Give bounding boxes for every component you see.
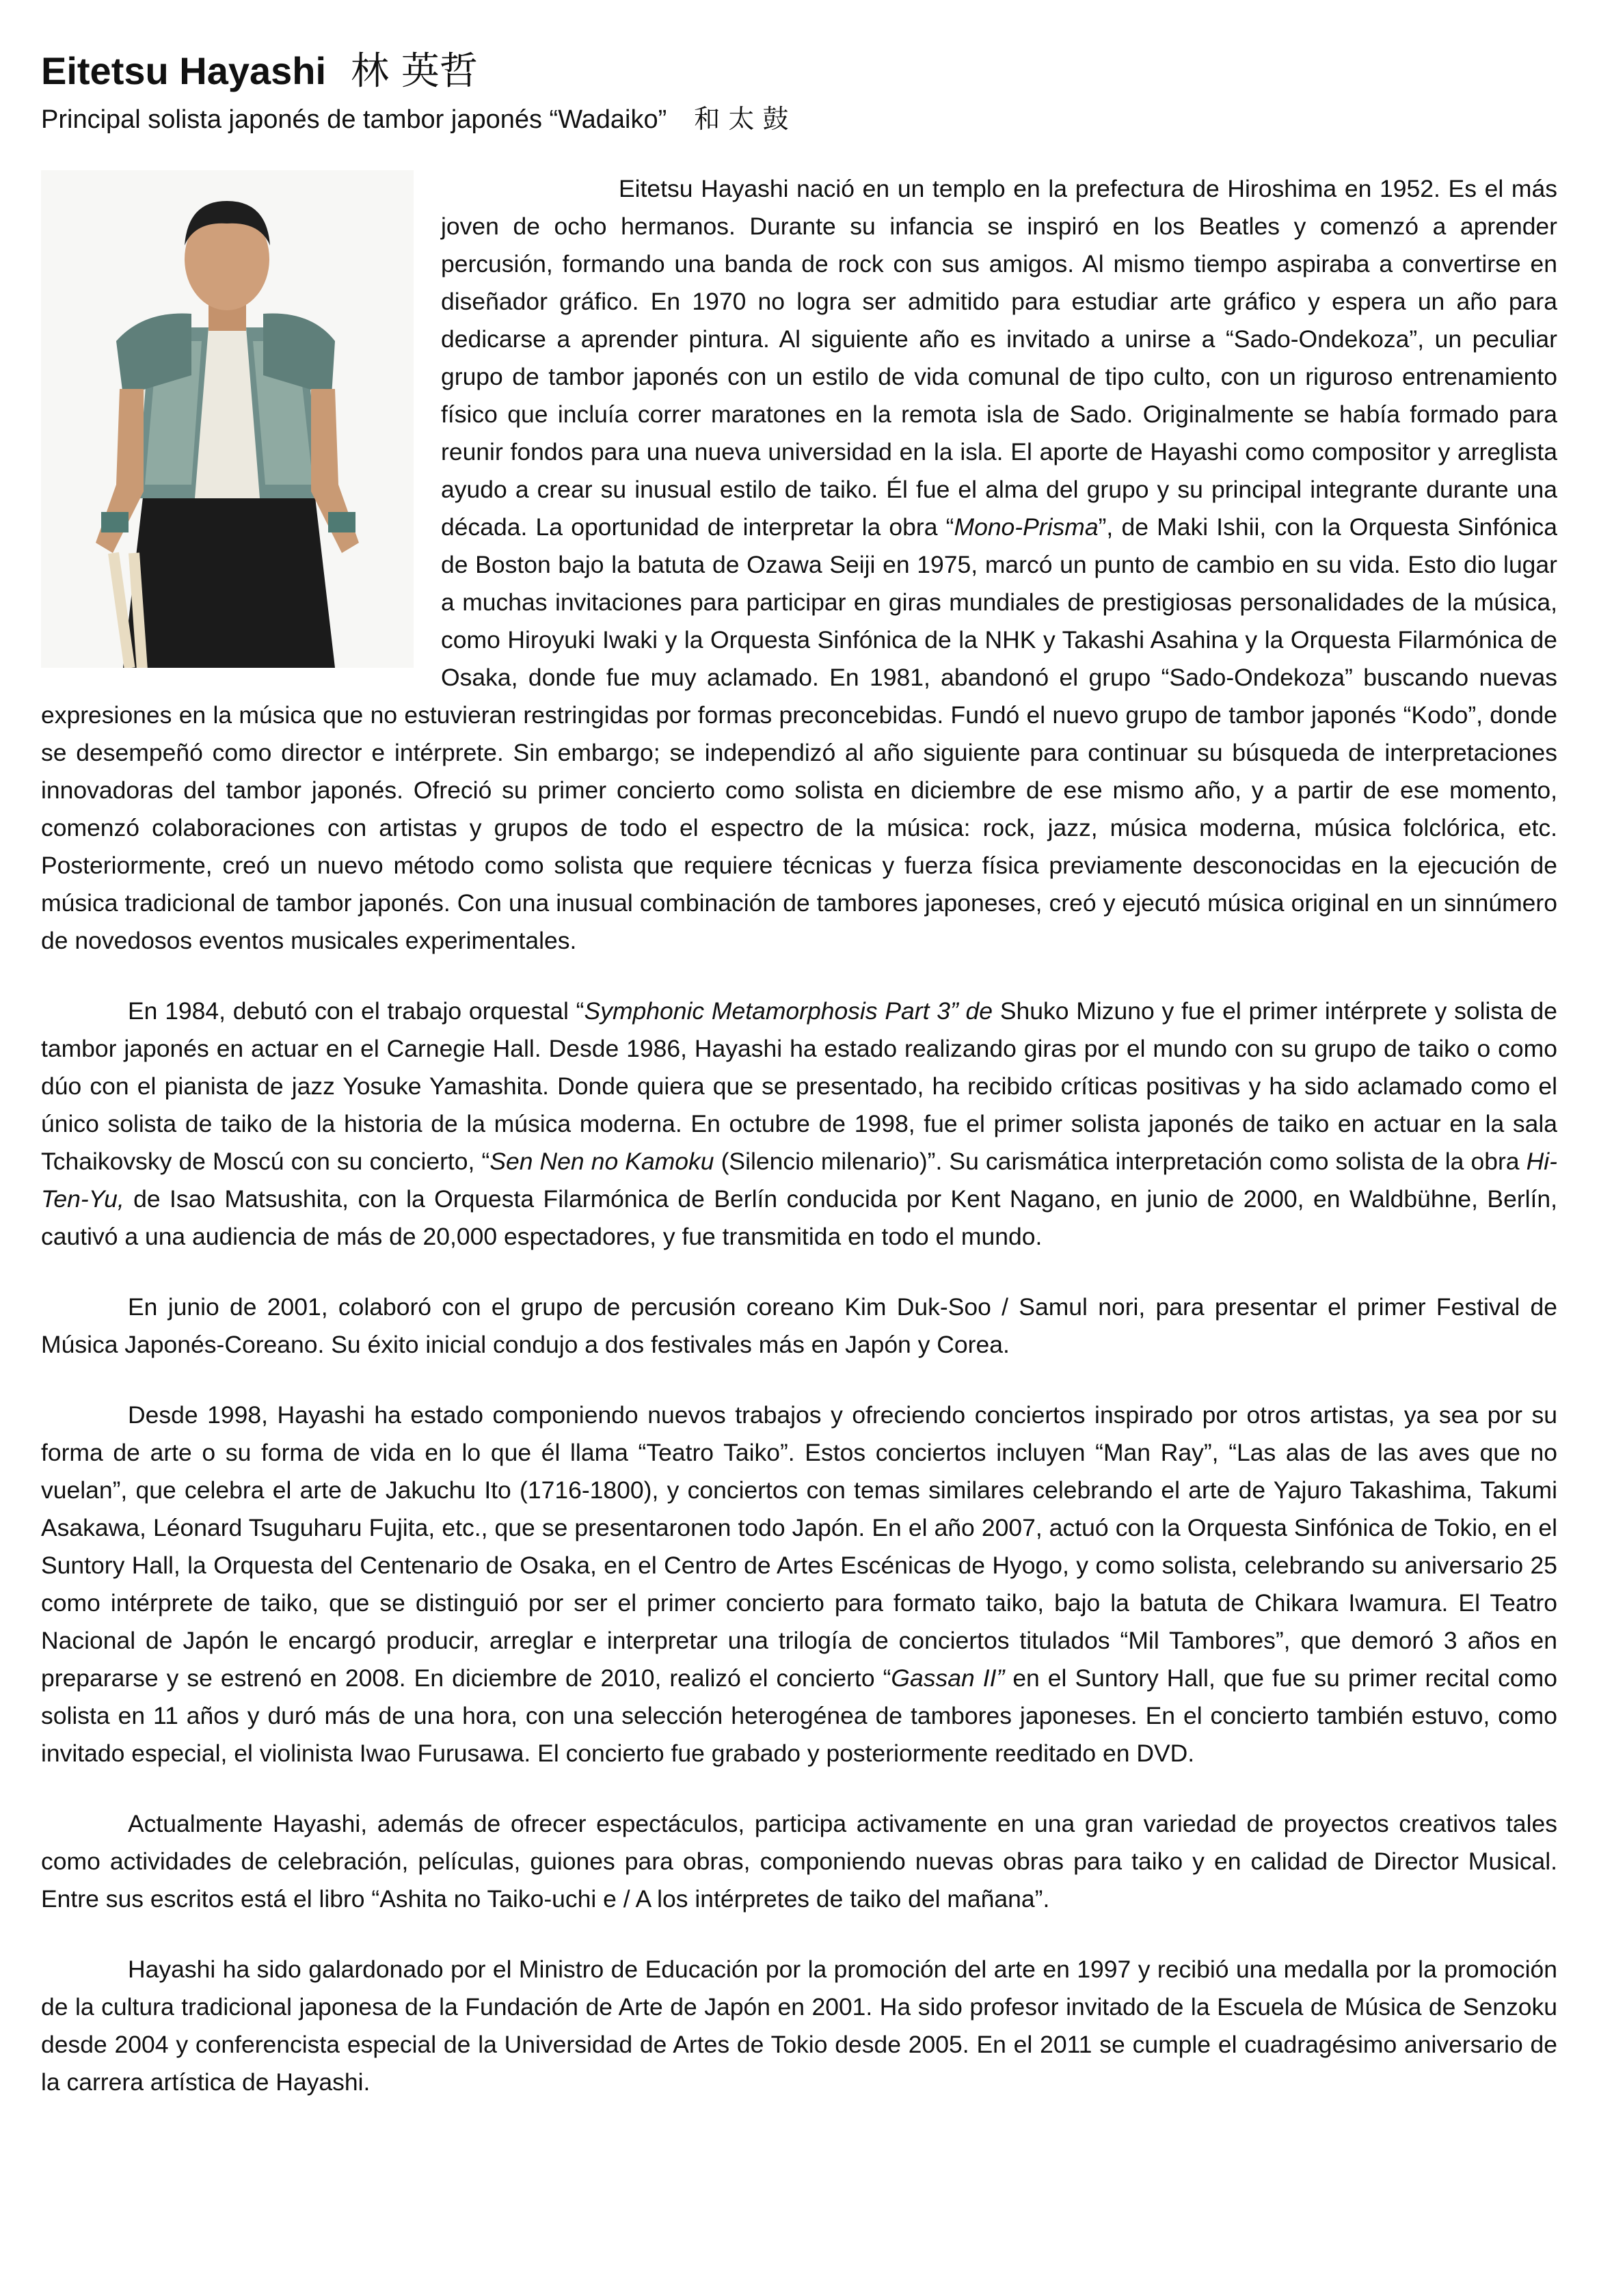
biography [41, 170, 1557, 2102]
work-title-mono-prisma: Mono-Prisma [954, 513, 1099, 541]
artist-name-kanji: 林 英哲 [351, 49, 478, 94]
bio-paragraph-2-a: En 1984, debutó con el trabajo orquestal “ [128, 997, 584, 1025]
work-title-gassan-ii: Gassan II” [891, 1664, 1005, 1692]
page-subtitle [41, 103, 1557, 137]
subtitle-text: Principal solista japonés de tambor japonés “Wadaiko” [41, 105, 667, 135]
bio-paragraph-2-d: de Isao Matsushita, con la Orquesta Filarmónica de Berlín conducida por Kent Nagano, en junio de 2000, en Waldbühne, Berlín, cautivó a una audiencia de más de 20,000 espectadores, y fue transmitida en todo el mundo. [41, 1185, 1557, 1250]
subtitle-kanji: 和 太 鼓 [694, 104, 789, 135]
portrait-photo-icon [41, 170, 414, 668]
page-title [41, 48, 1557, 94]
bio-paragraph-4-b: en el Suntory Hall, que fue su primer recital como solista en 11 años y duró más de una hora, con una selección heterogénea de tambores japoneses. En el concierto también estuvo, como invitado especial, el violinista Iwao Furusawa. El concierto fue grabado y posteriormente reeditado en DVD. [41, 1664, 1557, 1768]
artist-name: Eitetsu Hayashi [41, 49, 327, 92]
portrait-photo [41, 170, 414, 668]
bio-paragraph-4 [41, 1396, 1557, 1772]
document-page [41, 48, 1557, 2134]
bio-paragraph-5: Actualmente Hayashi, además de ofrecer espectáculos, participa activamente en una gran variedad de proyectos creativos tales como actividades de celebración, películas, guiones para obras, componiendo nuevas obras para taiko y en calidad de Director Musical. Entre sus escritos está el libro “Ashita no Taiko-uchi e / A los intérpretes de taiko del mañana”. [41, 1810, 1557, 1913]
work-title-hi-ten-yu: Hi-Ten-Yu, [41, 1147, 1557, 1213]
bio-paragraph-3: En junio de 2001, colaboró con el grupo de percusión coreano Kim Duk-Soo / Samul nori, para presentar el primer Festival de Música Japonés-Coreano. Su éxito inicial condujo a dos festivales más en Japón y Corea. [41, 1293, 1557, 1359]
bio-paragraph-4-a: Desde 1998, Hayashi ha estado componiendo nuevos trabajos y ofreciendo conciertos inspirado por otros artistas, ya sea por su forma de arte o su forma de vida en lo que él llama “Teatro Taiko”. Estos conciertos incluyen “Man Ray”, “Las alas de las aves que no vuelan”, que celebra el arte de Jakuchu Ito (1716-1800), y conciertos con temas similares celebrando el arte de Yajuro Takashima, Takumi Asakawa, Léonard Tsuguharu Fujita, etc., que se presentaronen todo Japón. En el año 2007, actuó con la Orquesta Sinfónica de Tokio, en el Suntory Hall, la Orquesta del Centenario de Osaka, en el Centro de Artes Escénicas de Hyogo, y como solista, celebrando su aniversario 25 como intérprete de taiko, que se distinguió por ser el primer concierto para formato taiko, bajo la batuta de Chikara Iwamura. El Teatro Nacional de Japón le encargó producir, arreglar e interpretar una trilogía de conciertos titulados “Mil Tambores”, que demoró 3 años en prepararse y se estrenó en 2008. En diciembre de 2010, realizó el concierto “ [41, 1401, 1557, 1692]
work-title-sen-nen-no-kamoku: Sen Nen no Kamoku [489, 1147, 714, 1175]
bio-paragraph-1-text: Eitetsu Hayashi nació en un templo en la prefectura de Hiroshima en 1952. Es el más joven de ocho hermanos. Durante su infancia se inspiró en los Beatles y comenzó a aprender percusión, formando una banda de rock con sus amigos. Al mismo tiempo aspiraba a convertirse en diseñador gráfico. En 1970 no logra ser admitido para estudiar arte gráfico y espera un año para dedicarse a aprender pintura. Al siguiente año es invitado a unirse a “Sado-Ondekoza”, un peculiar grupo de tambor japonés con un estilo de vida comunal de tipo culto, con un riguroso entrenamiento físico que incluía correr maratones en la remota isla de Sado. Originalmente se había formado para reunir fondos para una nueva universidad en la isla. El aporte de Hayashi como compositor y arreglista ayudo a crear su inusual estilo de taiko. Él fue el alma del grupo y su principal integrante durante una década. La oportunidad de interpretar la obra “ [441, 174, 1557, 541]
bio-paragraph-1-rest: ”, de Maki Ishii, con la Orquesta Sinfónica de Boston bajo la batuta de Ozawa Seiji en 1975, marcó un punto de cambio en su vida. Esto dio lugar a muchas invitaciones para participar en giras mundiales de prestigiosas personalidades de la música, como Hiroyuki Iwaki y la Orquesta Sinfónica de la NHK y Takashi Asahina y la Orquesta Filarmónica de Osaka, donde fue muy aclamado. En 1981, abandonó el grupo “Sado-Ondekoza” buscando nuevas expresiones en la música que no estuvieran restringidas por formas preconcebidas. Fundó el nuevo grupo de tambor japonés “Kodo”, donde se desempeñó como director e intérprete. Sin embargo; se independizó al año siguiente para continuar su búsqueda de interpretaciones innovadoras del tambor japonés. Ofreció su primer concierto como solista en diciembre de ese mismo año, y a partir de ese momento, comenzó colaboraciones con artistas y grupos de todo el espectro de la música: rock, jazz, música moderna, música folclórica, etc. Posteriormente, creó un nuevo método como solista que requiere técnicas y fuerza física previamente desconocidas en la ejecución de música tradicional de tambor japonés. Con una inusual combinación de tambores japoneses, creó y ejecutó música original en un sinnúmero de novedosos eventos musicales experimentales. [41, 513, 1557, 954]
bio-paragraph-2-c: (Silencio milenario)”. Su carismática interpretación como solista de la obra [714, 1147, 1527, 1175]
bio-paragraph-2 [41, 992, 1557, 1256]
bio-paragraph-6: Hayashi ha sido galardonado por el Ministro de Educación por la promoción del arte en 1997 y recibió una medalla por la promoción de la cultura tradicional japonesa de la Fundación de Arte de Japón en 2001. Ha sido profesor invitado de la Escuela de Música de Senzoku desde 2004 y conferencista especial de la Universidad de Artes de Tokio desde 2005. En el 2011 se cumple el cuadragésimo aniversario de la carrera artística de Hayashi. [41, 1956, 1557, 2096]
work-title-symphonic-metamorphosis: Symphonic Metamorphosis Part 3” de [584, 997, 993, 1025]
bio-paragraph-2-b: Shuko Mizuno y fue el primer intérprete y solista de tambor japonés en actuar en el Carnegie Hall. Desde 1986, Hayashi ha estado realizando giras por el mundo con su grupo de taiko o como dúo con el pianista de jazz Yosuke Yamashita. Donde quiera que se presentado, ha recibido críticas positivas y ha sido aclamado como el único solista de taiko de la historia de la música moderna. En octubre de 1998, fue el primer solista japonés de taiko en actuar en la sala Tchaikovsky de Moscú con su concierto, “ [41, 997, 1557, 1175]
